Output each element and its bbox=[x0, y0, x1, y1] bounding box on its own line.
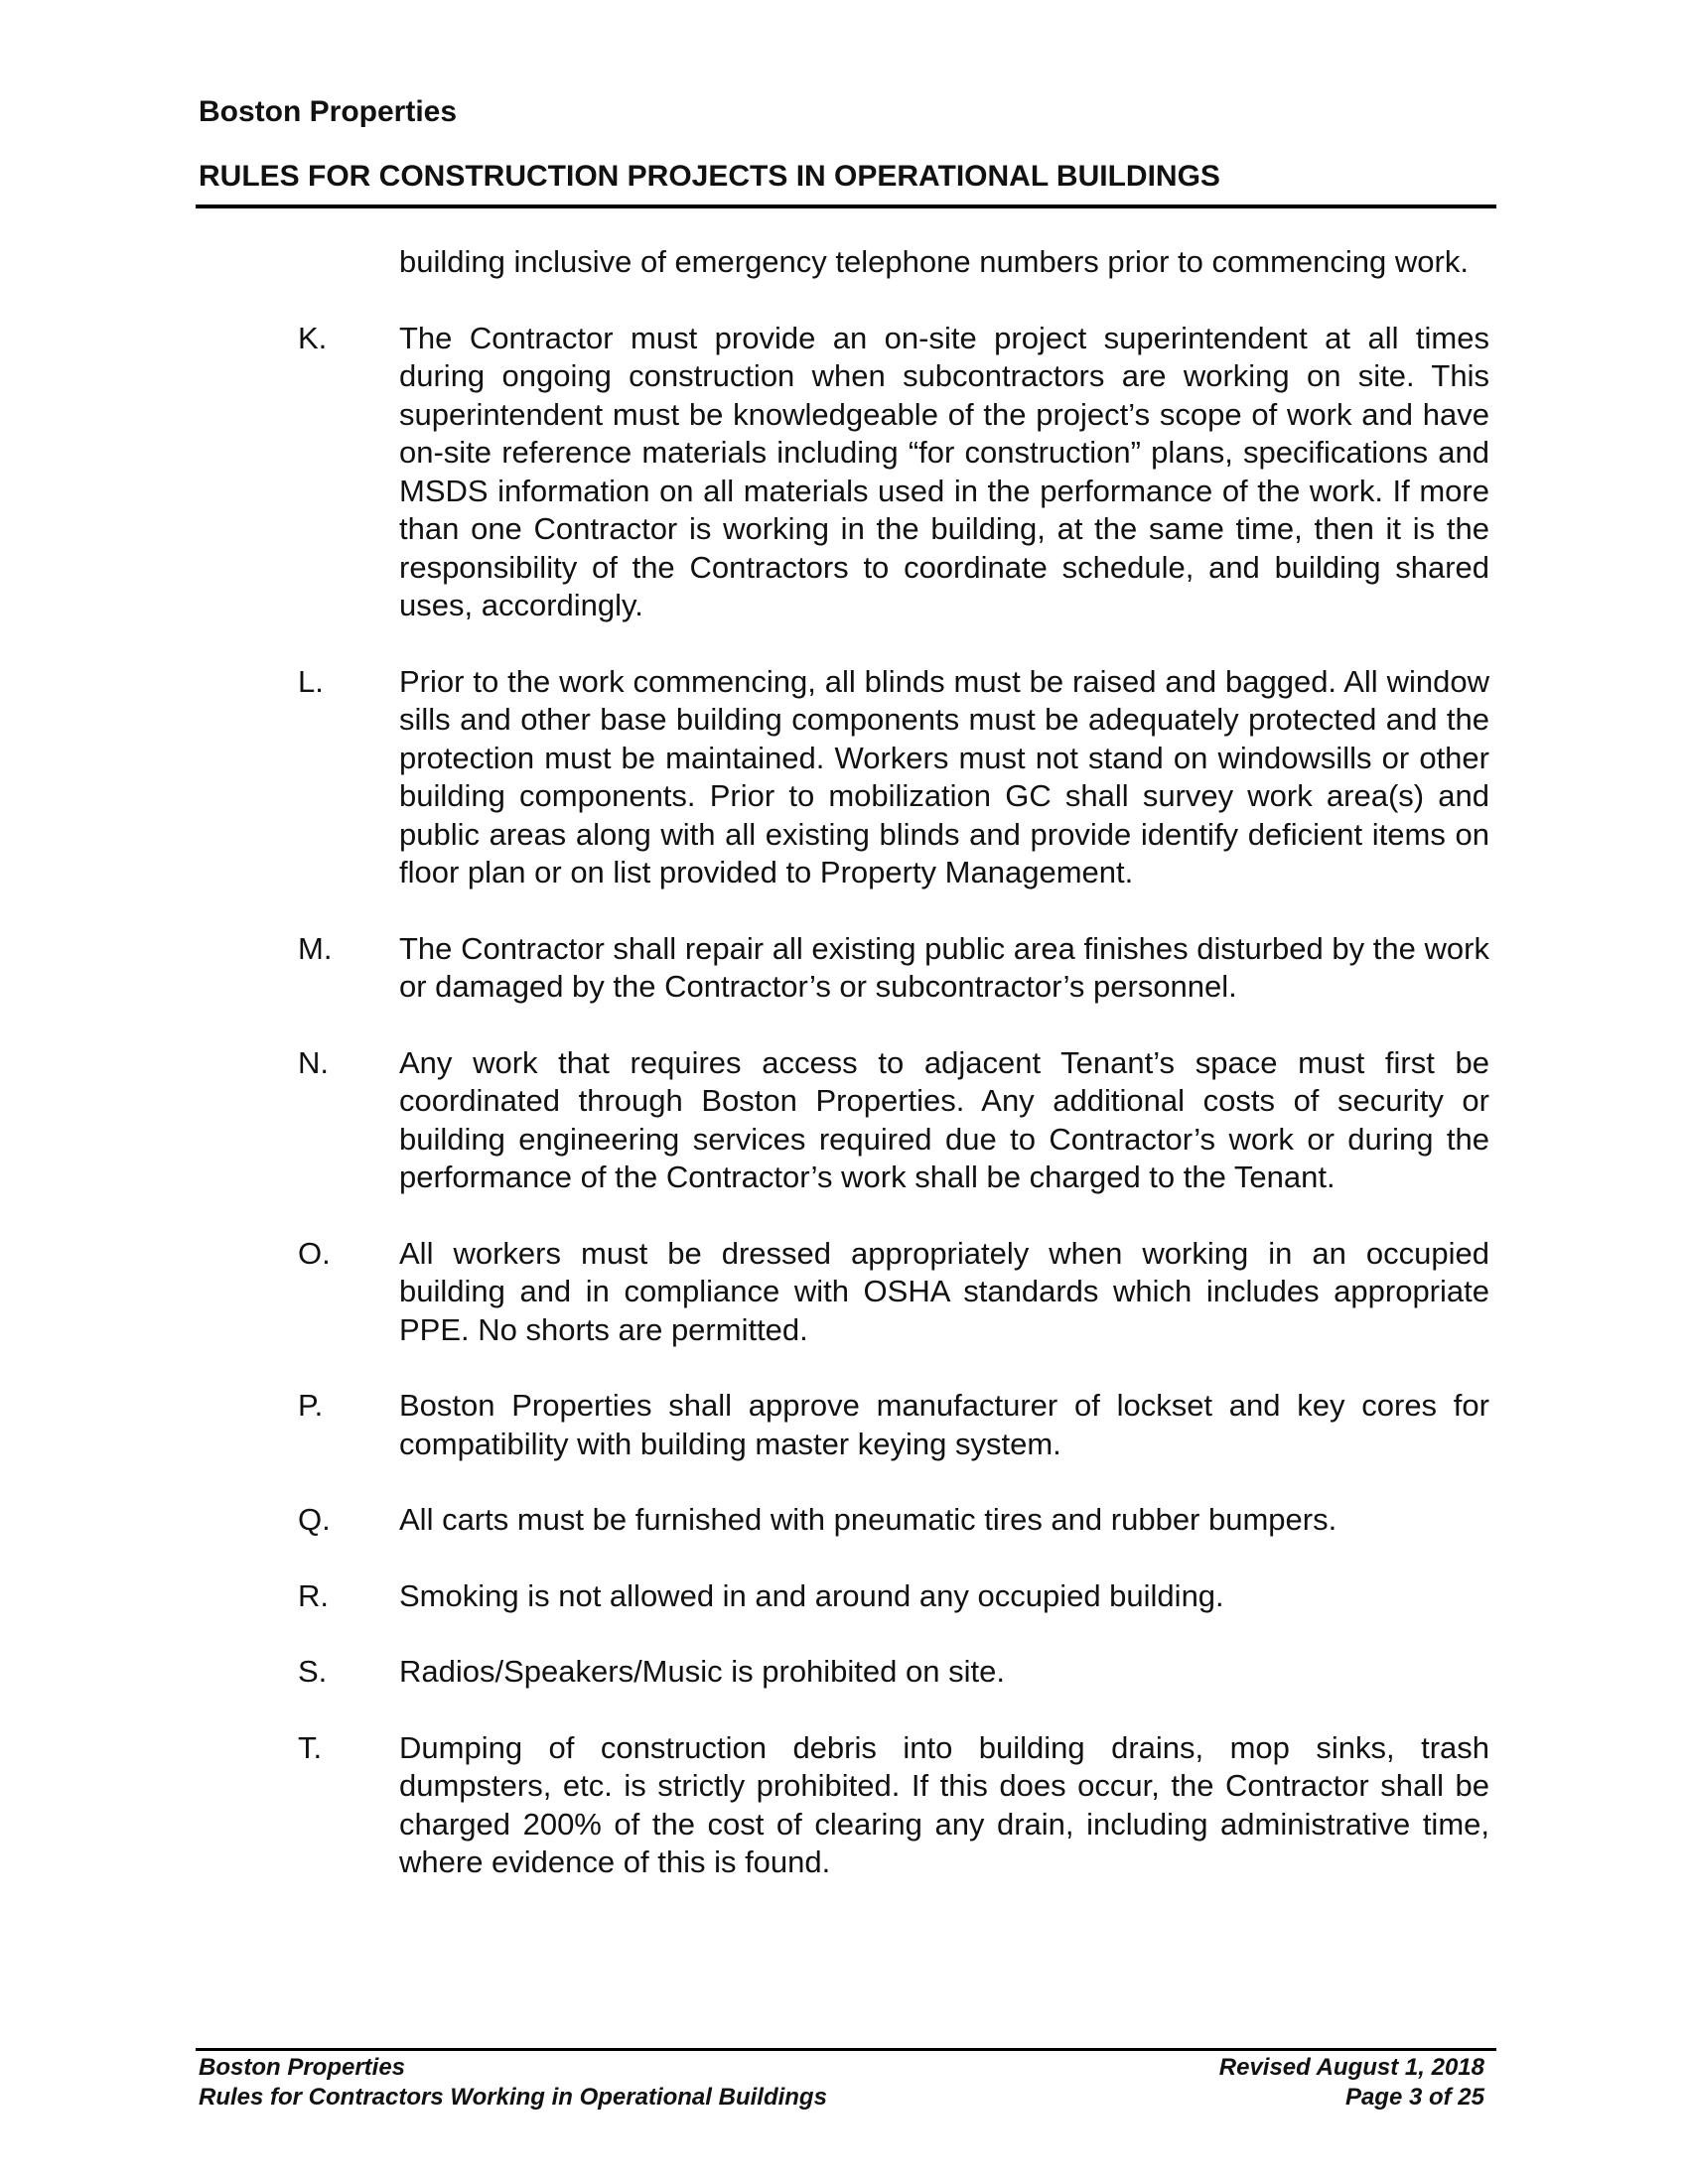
list-item-m bbox=[199, 930, 1493, 1007]
list-item-letter: S. bbox=[298, 1654, 328, 1689]
page-footer bbox=[199, 2053, 1484, 2113]
list-item-letter: T. bbox=[298, 1729, 323, 1765]
list-item-q bbox=[199, 1501, 1493, 1540]
list-item-l bbox=[199, 663, 1493, 892]
header-company-name: Boston Properties bbox=[199, 95, 458, 128]
list-item-text: All workers must be dressed appropriately when working in an occupied building and in compliance with OSHA standards which includes appropriate PPE. No shorts are permitted. bbox=[399, 1235, 1489, 1347]
list-item-text: All carts must be furnished with pneumatic tires and rubber bumpers. bbox=[399, 1502, 1337, 1537]
list-item-n bbox=[199, 1044, 1493, 1197]
list-item-o bbox=[199, 1235, 1493, 1350]
list-item-text: Boston Properties shall approve manufacturer of lockset and key cores for compatibility with building master keying system. bbox=[399, 1388, 1489, 1461]
footer-revision-date: Revised August 1, 2018 bbox=[1218, 2054, 1484, 2081]
list-item-letter: P. bbox=[298, 1388, 324, 1423]
list-item-letter: O. bbox=[298, 1235, 331, 1271]
list-item-text: Any work that requires access to adjacent Tenant’s space must first be coordinated through Boston Properties. Any additional costs of security or building engineering services required due to Contractor’s work or during the performance of the Contractor’s work shall be charged to the Tenant. bbox=[399, 1044, 1489, 1194]
footer-company-name: Boston Properties bbox=[199, 2054, 406, 2081]
list-item-t bbox=[199, 1729, 1493, 1882]
list-item-letter: Q. bbox=[298, 1502, 331, 1537]
footer-row-1 bbox=[199, 2053, 1484, 2083]
document-body bbox=[199, 243, 1493, 1882]
page-header bbox=[199, 94, 1493, 195]
list-item-text: Radios/Speakers/Music is prohibited on site. bbox=[399, 1654, 1005, 1689]
list-item-s bbox=[199, 1653, 1493, 1692]
header-document-title: RULES FOR CONSTRUCTION PROJECTS IN OPERATIONAL BUILDINGS bbox=[199, 160, 1220, 193]
list-item-letter: L. bbox=[298, 663, 324, 699]
list-item-r bbox=[199, 1577, 1493, 1616]
continuation-paragraph: building inclusive of emergency telephone numbers prior to commencing work. bbox=[399, 244, 1469, 279]
footer-row-2 bbox=[199, 2083, 1484, 2113]
list-item-letter: R. bbox=[298, 1577, 329, 1613]
list-item-text: Smoking is not allowed in and around any occupied building. bbox=[399, 1577, 1224, 1613]
footer-divider bbox=[196, 2048, 1496, 2051]
list-item-text: Prior to the work commencing, all blinds must be raised and bagged. All window sills and other base building components must be adequately protected and the protection must be maintained. Workers must not stand on windowsills or other building components. Prior to mobilization GC shall survey work area(s) and public areas along with all existing blinds and provide identify deficient items on floor plan or on list provided to Property Management. bbox=[399, 663, 1489, 889]
list-item-letter: N. bbox=[298, 1044, 329, 1080]
list-item-letter: M. bbox=[298, 930, 333, 966]
list-item-text: The Contractor shall repair all existing public area finishes disturbed by the work or damaged by the Contractor’s or subcontractor’s personnel. bbox=[399, 930, 1489, 1004]
footer-document-name: Rules for Contractors Working in Operational Buildings bbox=[199, 2084, 827, 2111]
list-item-text: Dumping of construction debris into building drains, mop sinks, trash dumpsters, etc. is strictly prohibited. If this does occur, the Contractor shall be charged 200% of the cost of clearing any drain, including administrative time, where evidence of this is found. bbox=[399, 1729, 1489, 1879]
list-item-letter: K. bbox=[298, 320, 328, 355]
list-item-text: The Contractor must provide an on-site project superintendent at all times during ongoing construction when subcontractors are working on site. This superintendent must be knowledgeable of the project’s scope of work and have on-site reference materials including “for construction” plans, specifications and MSDS information on all materials used in the performance of the work. If more than one Contractor is working in the building, at the same time, then it is the responsibility of the Contractors to coordinate schedule, and building shared uses, accordingly. bbox=[399, 320, 1489, 622]
header-divider bbox=[196, 205, 1496, 208]
footer-page-number: Page 3 of 25 bbox=[1344, 2084, 1484, 2111]
list-item-k bbox=[199, 320, 1493, 625]
list-item-p bbox=[199, 1387, 1493, 1463]
